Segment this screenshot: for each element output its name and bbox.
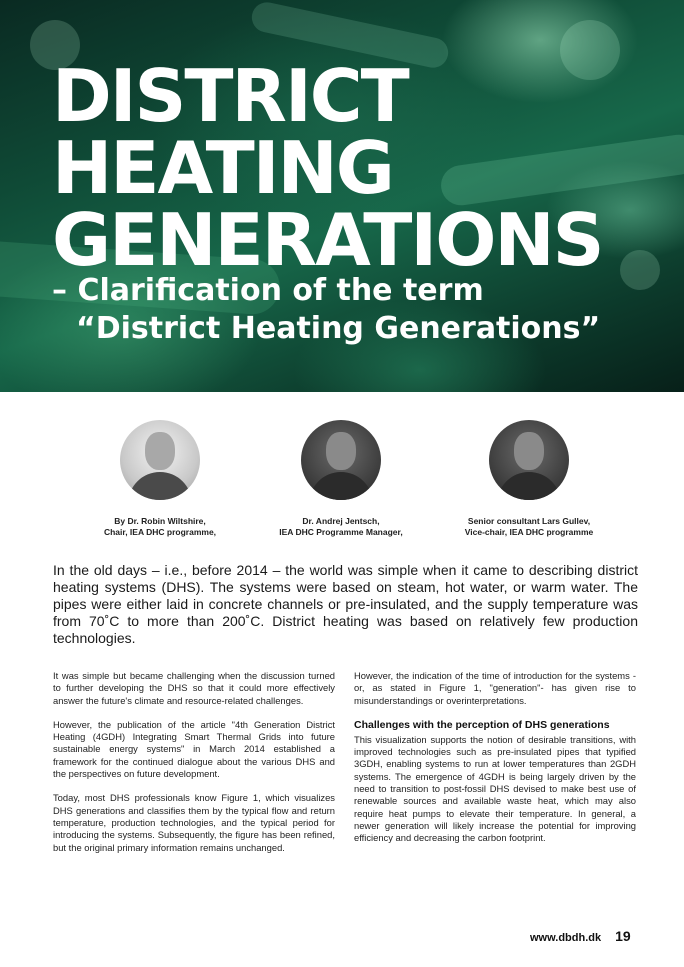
page-subtitle: [52, 272, 600, 348]
body-paragraph: It was simple but became challenging when the discussion turned to further developing the DHS so that it could more effectively answer the future's climate and resource-related challenges.: [53, 670, 335, 706]
author-role: Vice-chair, IEA DHC programme: [464, 527, 594, 537]
author-name: Senior consultant Lars Gullev,: [467, 516, 591, 526]
avatar-head-shape: [326, 432, 356, 470]
avatar-head-shape: [514, 432, 544, 470]
left-column: [53, 670, 335, 866]
hero-bokeh: [620, 250, 660, 290]
section-heading: Challenges with the perception of DHS generations: [354, 718, 610, 731]
right-column: [354, 670, 636, 857]
avatar-body-shape: [309, 472, 373, 500]
avatar-body-shape: [128, 472, 192, 500]
avatar: [120, 420, 200, 500]
avatar-body-shape: [497, 472, 561, 500]
author-role: Chair, IEA DHC programme,: [103, 527, 217, 537]
author-name: By Dr. Robin Wiltshire,: [114, 516, 206, 526]
author-caption: [241, 516, 441, 538]
body-paragraph: However, the indication of the time of introduction for the systems - or, as stated in Figure 1, "generation"- has given rise to misunderstandings or overinterpretations.: [354, 670, 636, 706]
page-title: [52, 54, 603, 282]
avatar: [301, 420, 381, 500]
author-list: [0, 420, 684, 550]
author-card: [60, 420, 260, 538]
body-paragraph: However, the publication of the article "4th Generation District Heating (4GDH) Integrating Smart Thermal Grids into future sustainable energy systems" in March 2014 established a framework for the continued dialogue about the various DHS and the perspectives on future development.: [53, 718, 335, 780]
page-footer: [530, 928, 631, 944]
website-link[interactable]: www.dbdh.dk: [530, 932, 602, 944]
body-paragraph: This visualization supports the notion of desirable transitions, with improved technologies such as pre-insulated pipes that typified 3GDH, enabling systems to run at lower temperatures than 2GDH systems. The emergence of 4GDH is being largely driven by the need to transition to post-fossil DHS devised to make best use of renewable sources and available waste heat, which may also require heat pumps to elevate their temperature. In general, a newer generation will likely increase the potential for improving efficiency and decreasing the carbon footprint.: [354, 733, 636, 844]
title-line: GENERATIONS: [52, 198, 603, 282]
avatar-head-shape: [145, 432, 175, 470]
author-name: Dr. Andrej Jentsch,: [302, 516, 380, 526]
author-caption: [60, 516, 260, 538]
avatar: [489, 420, 569, 500]
author-card: [429, 420, 629, 538]
author-role: IEA DHC Programme Manager,: [279, 527, 403, 537]
title-line: DISTRICT: [52, 54, 408, 138]
intro-paragraph: In the old days – i.e., before 2014 – the world was simple when it came to describing district heating systems (DHS). The systems were based on steam, hot water, or warm water. The pipes were either laid in concrete channels or pre-insulated, and the supply temperature was from 70˚C to more than 200˚C. District heating was based on relatively few production technologies.: [53, 562, 638, 646]
hero-banner: [0, 0, 684, 392]
title-line: HEATING: [52, 126, 393, 210]
page-number: 19: [615, 928, 631, 944]
body-paragraph: Today, most DHS professionals know Figure 1, which visualizes DHS generations and classifies them by the typical flow and return temperature, production technologies, and the typical period for introducing the systems. Subsequently, the figure has been refined, but the original primary information remains unchanged.: [53, 792, 335, 853]
subtitle-line: – Clarification of the term: [52, 273, 484, 308]
author-caption: [429, 516, 629, 538]
subtitle-line: “District Heating Generations”: [76, 311, 601, 346]
author-card: [241, 420, 441, 538]
